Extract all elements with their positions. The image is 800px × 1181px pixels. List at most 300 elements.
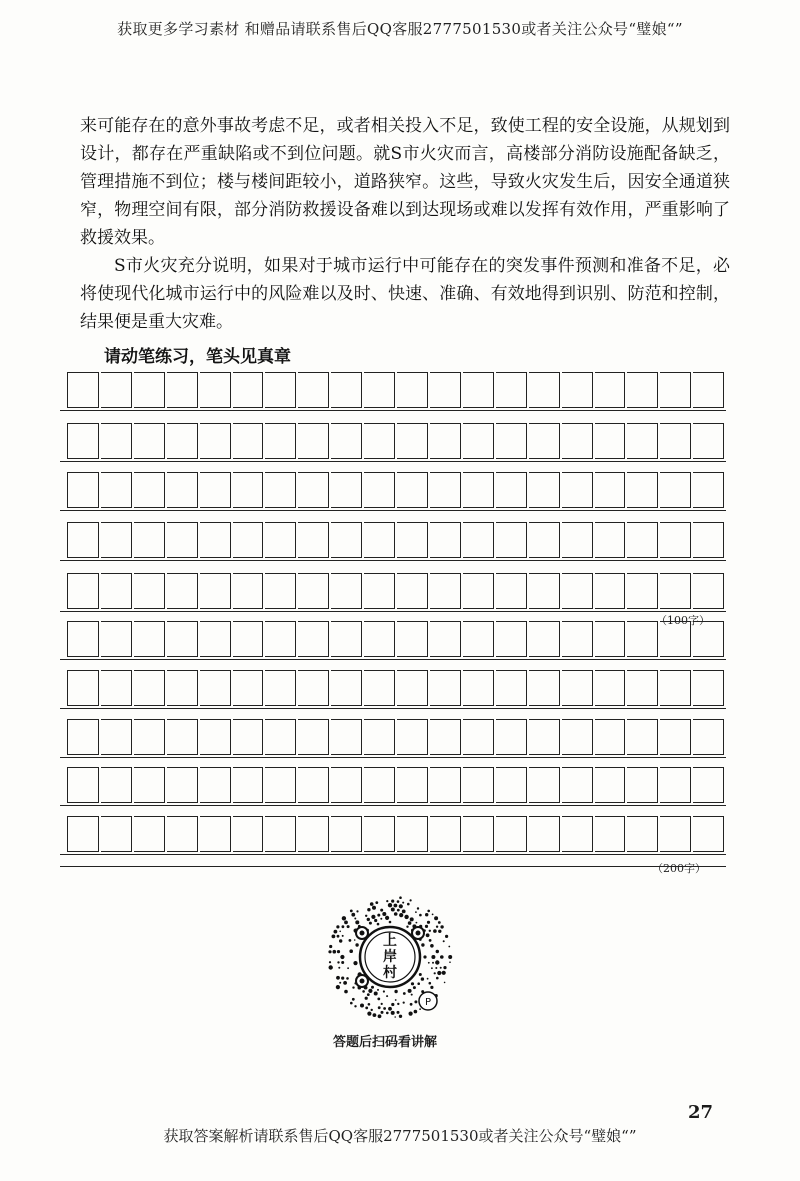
qr-dot — [438, 930, 441, 933]
grid-cell[interactable] — [660, 522, 691, 558]
grid-cell[interactable] — [68, 621, 99, 657]
grid-cell[interactable] — [364, 372, 395, 408]
grid-cell[interactable] — [200, 621, 231, 657]
grid-cell[interactable] — [693, 573, 724, 609]
qr-dot — [350, 1002, 353, 1005]
grid-cell[interactable] — [562, 621, 593, 657]
grid-cell[interactable] — [529, 423, 560, 459]
qr-dot — [362, 990, 365, 993]
qr-dot — [406, 926, 408, 928]
qr-dot — [409, 1012, 413, 1016]
grid-cell[interactable] — [298, 472, 329, 508]
qr-dot — [431, 967, 433, 969]
grid-cell[interactable] — [660, 423, 691, 459]
grid-cell[interactable] — [430, 423, 461, 459]
qr-dot — [368, 989, 372, 993]
grid-cell[interactable] — [68, 719, 99, 755]
grid-cell[interactable] — [463, 423, 494, 459]
qr-dot — [397, 1011, 400, 1014]
grid-cell[interactable] — [298, 719, 329, 755]
grid-cell[interactable] — [101, 670, 132, 706]
grid-cell[interactable] — [298, 621, 329, 657]
grid-cell[interactable] — [496, 472, 527, 508]
grid-cell[interactable] — [101, 423, 132, 459]
grid-cell[interactable] — [660, 670, 691, 706]
grid-cell[interactable] — [233, 719, 264, 755]
qr-dot — [425, 913, 428, 916]
qr-finder-center — [360, 979, 365, 984]
grid-cell[interactable] — [364, 816, 395, 852]
grid-cell[interactable] — [529, 472, 560, 508]
grid-cell[interactable] — [627, 670, 658, 706]
qr-dot — [445, 935, 448, 938]
qr-dot — [352, 986, 354, 988]
grid-cell[interactable] — [693, 767, 724, 803]
grid-cell[interactable] — [430, 472, 461, 508]
qr-dot — [380, 909, 383, 912]
qr-dot — [433, 929, 437, 933]
grid-cell[interactable] — [397, 573, 428, 609]
qr-dot — [371, 986, 374, 989]
qr-dot — [370, 902, 374, 906]
grid-cell[interactable] — [430, 719, 461, 755]
grid-cell[interactable] — [660, 472, 691, 508]
grid-cell[interactable] — [660, 816, 691, 852]
grid-cell[interactable] — [529, 816, 560, 852]
qr-dot — [355, 943, 358, 946]
grid-cell[interactable] — [331, 372, 362, 408]
grid-cell[interactable] — [364, 423, 395, 459]
qr-dot — [389, 921, 392, 924]
grid-cell[interactable] — [200, 719, 231, 755]
grid-cell[interactable] — [463, 816, 494, 852]
qr-dot — [354, 918, 356, 920]
page-header-watermark: 获取更多学习素材 和赠品请联系售后QQ客服2777501530或者关注公众号“璧娘“” — [117, 20, 683, 38]
qr-dot — [388, 1007, 392, 1011]
grid-cell[interactable] — [364, 472, 395, 508]
qr-dot — [374, 992, 378, 996]
grid-cell[interactable] — [562, 372, 593, 408]
grid-cell[interactable] — [134, 522, 165, 558]
grid-cell[interactable] — [660, 372, 691, 408]
qr-dot — [407, 903, 410, 906]
grid-cell[interactable] — [693, 472, 724, 508]
grid-cell[interactable] — [265, 472, 296, 508]
grid-cell[interactable] — [68, 573, 99, 609]
grid-cell[interactable] — [693, 522, 724, 558]
qr-code[interactable] — [316, 893, 464, 1023]
qr-dot — [427, 910, 430, 913]
grid-cell[interactable] — [364, 719, 395, 755]
grid-cell[interactable] — [233, 670, 264, 706]
grid-cell[interactable] — [430, 767, 461, 803]
grid-cell[interactable] — [397, 719, 428, 755]
qr-dot — [346, 977, 349, 980]
grid-cell[interactable] — [595, 670, 626, 706]
qr-dot — [377, 989, 379, 991]
grid-row-baseline — [60, 708, 726, 709]
qr-dot — [394, 912, 398, 916]
qr-dot — [397, 909, 400, 912]
grid-cell[interactable] — [233, 816, 264, 852]
grid-cell[interactable] — [68, 816, 99, 852]
grid-cell[interactable] — [200, 423, 231, 459]
grid-cell[interactable] — [167, 573, 198, 609]
qr-dot — [340, 955, 344, 959]
grid-cell[interactable] — [134, 670, 165, 706]
grid-cell[interactable] — [265, 372, 296, 408]
grid-cell[interactable] — [200, 472, 231, 508]
qr-dot — [354, 1005, 356, 1007]
grid-cell[interactable] — [167, 670, 198, 706]
grid-cell[interactable] — [298, 670, 329, 706]
grid-cell[interactable] — [397, 472, 428, 508]
grid-cell[interactable] — [660, 573, 691, 609]
grid-cell[interactable] — [331, 719, 362, 755]
grid-cell[interactable] — [529, 621, 560, 657]
qr-dot — [440, 955, 444, 959]
qr-dot — [437, 971, 441, 975]
grid-cell[interactable] — [627, 816, 658, 852]
grid-row-baseline — [60, 560, 726, 561]
grid-cell[interactable] — [627, 423, 658, 459]
grid-cell[interactable] — [595, 719, 626, 755]
grid-cell[interactable] — [397, 670, 428, 706]
grid-cell[interactable] — [68, 372, 99, 408]
grid-cell[interactable] — [627, 372, 658, 408]
grid-cell[interactable] — [134, 423, 165, 459]
grid-cell[interactable] — [627, 621, 658, 657]
grid-cell[interactable] — [627, 522, 658, 558]
grid-cell[interactable] — [595, 621, 626, 657]
grid-cell[interactable] — [430, 816, 461, 852]
grid-cell[interactable] — [562, 767, 593, 803]
grid-cell[interactable] — [397, 423, 428, 459]
qr-caption: 答题后扫码看讲解 — [332, 1035, 437, 1050]
grid-cell[interactable] — [331, 670, 362, 706]
grid-cell[interactable] — [397, 816, 428, 852]
grid-cell[interactable] — [298, 372, 329, 408]
grid-cell[interactable] — [331, 472, 362, 508]
grid-cell[interactable] — [595, 423, 626, 459]
grid-cell[interactable] — [134, 767, 165, 803]
qr-center-char-2: 岸 — [383, 949, 397, 965]
grid-cell[interactable] — [167, 719, 198, 755]
grid-cell[interactable] — [265, 767, 296, 803]
grid-cell[interactable] — [430, 621, 461, 657]
grid-cell[interactable] — [627, 767, 658, 803]
qr-dot — [337, 935, 340, 938]
grid-cell[interactable] — [233, 621, 264, 657]
grid-cell[interactable] — [298, 573, 329, 609]
grid-cell[interactable] — [68, 767, 99, 803]
grid-cell[interactable] — [496, 573, 527, 609]
qr-dot — [399, 904, 403, 908]
grid-cell[interactable] — [298, 767, 329, 803]
grid-cell[interactable] — [496, 372, 527, 408]
grid-cell[interactable] — [397, 522, 428, 558]
grid-cell[interactable] — [496, 767, 527, 803]
grid-cell[interactable] — [562, 472, 593, 508]
grid-cell[interactable] — [430, 670, 461, 706]
grid-cell[interactable] — [364, 522, 395, 558]
grid-cell[interactable] — [562, 423, 593, 459]
grid-cell[interactable] — [298, 423, 329, 459]
grid-cell[interactable] — [101, 573, 132, 609]
qr-dot — [344, 921, 348, 925]
grid-cell[interactable] — [265, 522, 296, 558]
grid-row-baseline — [60, 461, 726, 462]
qr-dot — [402, 902, 404, 904]
grid-row — [67, 767, 724, 803]
qr-dot — [403, 992, 406, 995]
qr-dot — [377, 998, 380, 1001]
grid-cell[interactable] — [562, 670, 593, 706]
grid-cell[interactable] — [331, 573, 362, 609]
grid-cell[interactable] — [233, 423, 264, 459]
grid-cell[interactable] — [134, 816, 165, 852]
grid-cell[interactable] — [430, 573, 461, 609]
qr-dot — [428, 962, 430, 964]
grid-cell[interactable] — [463, 573, 494, 609]
qr-dot — [411, 994, 413, 996]
qr-dot — [410, 899, 412, 901]
grid-row-baseline — [60, 510, 726, 511]
qr-dot — [394, 990, 397, 993]
qr-dot — [404, 915, 408, 919]
grid-cell[interactable] — [101, 767, 132, 803]
grid-cell[interactable] — [233, 472, 264, 508]
grid-cell[interactable] — [331, 621, 362, 657]
qr-dot — [382, 912, 386, 916]
grid-cell[interactable] — [595, 767, 626, 803]
qr-dot — [427, 978, 429, 980]
grid-cell[interactable] — [463, 522, 494, 558]
qr-dot — [380, 918, 382, 920]
grid-cell[interactable] — [627, 573, 658, 609]
grid-cell[interactable] — [101, 816, 132, 852]
qr-dot — [411, 982, 414, 985]
grid-cell[interactable] — [364, 573, 395, 609]
qr-dot — [342, 925, 345, 928]
grid-cell[interactable] — [430, 372, 461, 408]
grid-cell[interactable] — [101, 472, 132, 508]
grid-cell[interactable] — [233, 372, 264, 408]
qr-dot — [386, 900, 388, 902]
grid-cell[interactable] — [101, 372, 132, 408]
grid-cell[interactable] — [167, 372, 198, 408]
grid-cell[interactable] — [430, 522, 461, 558]
qr-dot — [414, 1010, 418, 1014]
grid-cell[interactable] — [595, 522, 626, 558]
grid-cell[interactable] — [331, 522, 362, 558]
grid-cell[interactable] — [660, 767, 691, 803]
qr-dot — [402, 910, 406, 914]
qr-dot — [440, 967, 442, 969]
grid-cell[interactable] — [562, 522, 593, 558]
qr-dot — [356, 910, 358, 912]
qr-dot — [410, 917, 414, 921]
page-number: 27 — [688, 1102, 714, 1123]
qr-finder-center — [360, 931, 365, 936]
svg-text:P: P — [424, 997, 432, 1008]
qr-dot — [391, 900, 394, 903]
grid-cell[interactable] — [595, 472, 626, 508]
qr-dot — [429, 982, 432, 985]
grid-cell[interactable] — [265, 816, 296, 852]
grid-cell[interactable] — [265, 719, 296, 755]
qr-dot — [369, 922, 372, 925]
grid-cell[interactable] — [529, 372, 560, 408]
qr-dot — [386, 1012, 389, 1015]
grid-cell[interactable] — [364, 670, 395, 706]
qr-dot — [435, 967, 437, 969]
grid-row-baseline — [60, 805, 726, 806]
grid-cell[interactable] — [463, 670, 494, 706]
grid-cell[interactable] — [562, 816, 593, 852]
grid-cell[interactable] — [627, 719, 658, 755]
grid-cell[interactable] — [595, 372, 626, 408]
grid-cell[interactable] — [68, 423, 99, 459]
grid-cell[interactable] — [265, 670, 296, 706]
grid-cell[interactable] — [463, 767, 494, 803]
qr-dot — [429, 930, 431, 932]
grid-cell[interactable] — [331, 423, 362, 459]
qr-dot — [432, 962, 434, 964]
paragraph-2: S市火灾充分说明，如果对于城市运行中可能存在的突发事件预测和准备不足，必将使现代化城市运行中的风险难以及时、快速、准确、有效地得到识别、防范和控制，结果便是重大灾难。 — [80, 256, 730, 332]
grid-cell[interactable] — [397, 767, 428, 803]
grid-cell[interactable] — [463, 372, 494, 408]
grid-cell[interactable] — [463, 472, 494, 508]
grid-cell[interactable] — [529, 767, 560, 803]
grid-cell[interactable] — [693, 372, 724, 408]
grid-cell[interactable] — [233, 767, 264, 803]
grid-cell[interactable] — [167, 472, 198, 508]
qr-dot — [449, 961, 451, 963]
grid-cell[interactable] — [233, 522, 264, 558]
grid-cell[interactable] — [134, 573, 165, 609]
grid-cell[interactable] — [298, 816, 329, 852]
grid-cell[interactable] — [562, 573, 593, 609]
grid-cell[interactable] — [167, 767, 198, 803]
qr-dot — [444, 982, 446, 984]
grid-cell[interactable] — [200, 522, 231, 558]
qr-dot — [414, 1000, 417, 1003]
grid-cell[interactable] — [693, 719, 724, 755]
qr-dot — [368, 1003, 371, 1006]
grid-cell[interactable] — [134, 472, 165, 508]
grid-cell[interactable] — [167, 423, 198, 459]
grid-cell[interactable] — [693, 423, 724, 459]
grid-cell[interactable] — [364, 621, 395, 657]
qr-dot — [421, 977, 424, 980]
grid-row — [67, 719, 724, 755]
qr-dot — [415, 911, 417, 913]
qr-dot — [347, 967, 349, 969]
grid-cell[interactable] — [134, 719, 165, 755]
grid-cell[interactable] — [693, 816, 724, 852]
grid-cell[interactable] — [364, 767, 395, 803]
qr-dot — [328, 950, 331, 953]
grid-cell[interactable] — [627, 472, 658, 508]
grid-cell[interactable] — [529, 670, 560, 706]
grid-cell[interactable] — [660, 719, 691, 755]
grid-cell[interactable] — [200, 670, 231, 706]
grid-cell[interactable] — [265, 423, 296, 459]
qr-dot — [337, 961, 339, 963]
grid-row-baseline — [60, 611, 726, 612]
qr-dot — [442, 971, 446, 975]
grid-cell[interactable] — [331, 767, 362, 803]
qr-dot — [391, 1003, 394, 1006]
grid-cell[interactable] — [496, 719, 527, 755]
grid-cell[interactable] — [200, 816, 231, 852]
qr-dot — [333, 950, 337, 954]
grid-cell[interactable] — [496, 522, 527, 558]
qr-dot — [355, 920, 359, 924]
grid-cell[interactable] — [101, 621, 132, 657]
grid-cell[interactable] — [200, 573, 231, 609]
grid-row-baseline — [60, 854, 726, 855]
grid-cell[interactable] — [595, 816, 626, 852]
grid-cell[interactable] — [134, 621, 165, 657]
grid-cell[interactable] — [496, 816, 527, 852]
grid-cell[interactable] — [233, 573, 264, 609]
grid-cell[interactable] — [529, 522, 560, 558]
qr-dot — [341, 977, 344, 980]
qr-dot — [360, 1004, 364, 1008]
grid-cell[interactable] — [265, 621, 296, 657]
paragraph-1: 来可能存在的意外事故考虑不足，或者相关投入不足，致使工程的安全设施，从规划到设计，都存在严重缺陷或不到位问题。就S市火灾而言，高楼部分消防设施配备缺乏，管理措施不到位；楼与楼间距较小，道路狭窄。这些，导致火灾发生后，因安全通道狭窄，物理空间有限，部分消防救援设备难以到达现场或难以发挥有效作用，严重影响了救援效果。 — [80, 116, 730, 248]
grid-cell[interactable] — [463, 719, 494, 755]
grid-cell[interactable] — [562, 719, 593, 755]
qr-dot — [399, 1015, 402, 1018]
grid-cell[interactable] — [693, 670, 724, 706]
qr-dot — [372, 906, 376, 910]
grid-cell[interactable] — [167, 621, 198, 657]
qr-dot — [341, 961, 344, 964]
grid-cell[interactable] — [529, 719, 560, 755]
qr-dot — [352, 998, 355, 1001]
grid-cell[interactable] — [68, 472, 99, 508]
qr-dot — [342, 916, 346, 920]
grid-cell[interactable] — [101, 522, 132, 558]
qr-dot — [419, 1008, 421, 1010]
grid-cell[interactable] — [134, 372, 165, 408]
qr-dot — [430, 986, 433, 989]
grid-cell[interactable] — [529, 573, 560, 609]
grid-cell[interactable] — [496, 621, 527, 657]
grid-cell[interactable] — [68, 522, 99, 558]
grid-cell[interactable] — [68, 670, 99, 706]
grid-cell[interactable] — [200, 767, 231, 803]
grid-cell[interactable] — [167, 816, 198, 852]
qr-dot — [339, 982, 341, 984]
grid-cell[interactable] — [298, 522, 329, 558]
grid-cell[interactable] — [496, 423, 527, 459]
grid-cell[interactable] — [397, 372, 428, 408]
grid-cell[interactable] — [167, 522, 198, 558]
grid-cell[interactable] — [463, 621, 494, 657]
grid-cell[interactable] — [101, 719, 132, 755]
grid-cell[interactable] — [331, 816, 362, 852]
grid-cell[interactable] — [265, 573, 296, 609]
grid-cell[interactable] — [496, 670, 527, 706]
qr-dot — [365, 1007, 368, 1010]
grid-cell[interactable] — [397, 621, 428, 657]
grid-cell[interactable] — [595, 573, 626, 609]
grid-cell[interactable] — [200, 372, 231, 408]
